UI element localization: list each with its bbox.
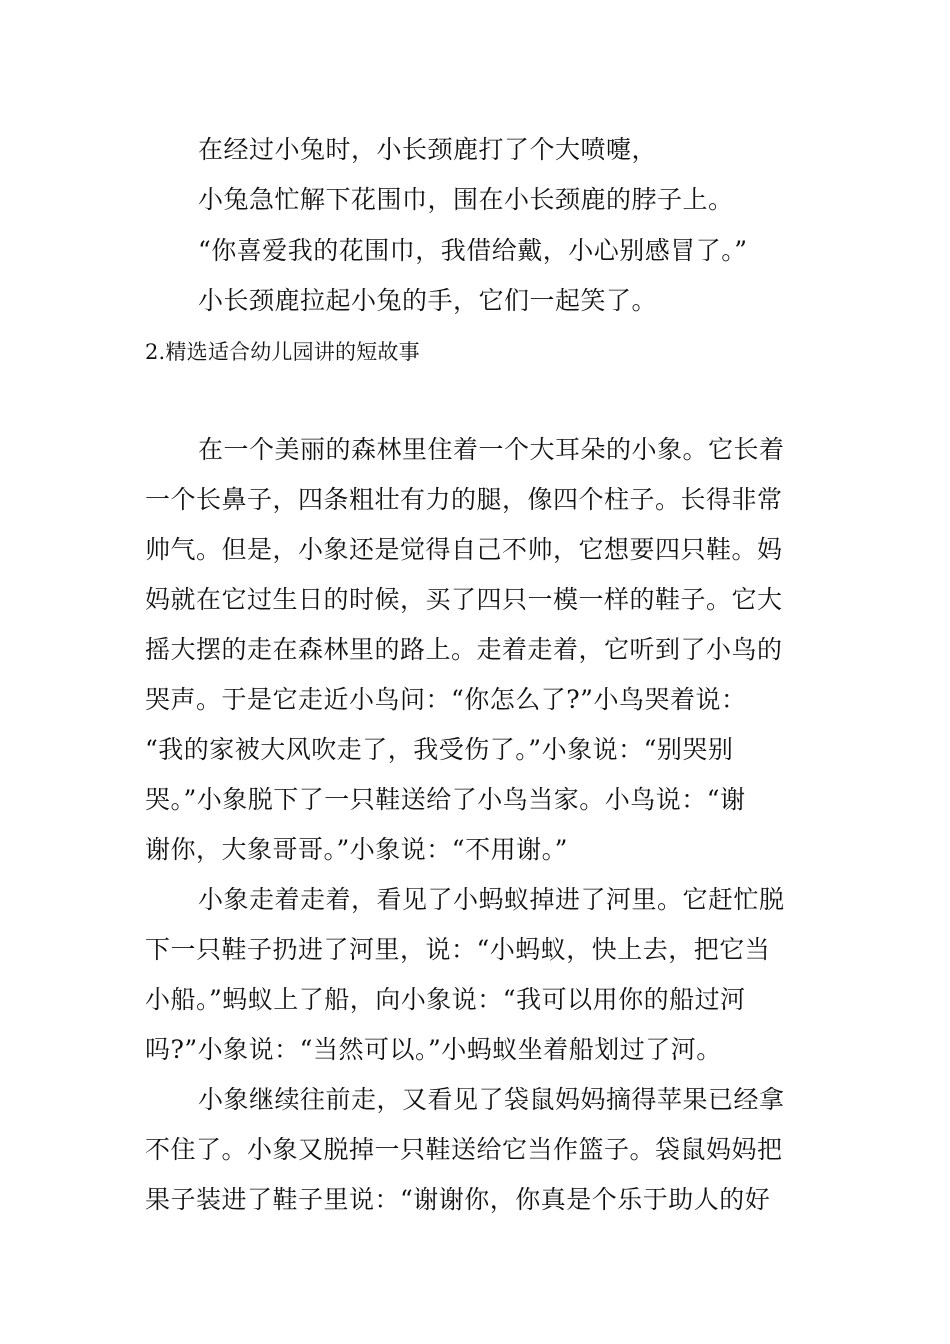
poem-line: 小兔急忙解下花围巾，围在小长颈鹿的脖子上。	[198, 185, 734, 214]
poem-line: 在经过小兔时，小长颈鹿打了个大喷嚏，	[198, 135, 658, 164]
section-heading: 2.精选适合幼儿园讲的短故事	[145, 340, 420, 364]
poem-line: 小长颈鹿拉起小兔的手，它们一起笑了。	[198, 286, 658, 315]
story-line: 小象走着走着，看见了小蚂蚁掉进了河里。它赶忙脱	[198, 885, 785, 914]
story-line: 吗?”小象说：“当然可以。”小蚂蚁坐着船划过了河。	[145, 1035, 722, 1064]
story-line: 谢你，大象哥哥。”小象说：“不用谢。”	[145, 835, 568, 864]
story-line: 妈就在它过生日的时候，买了四只一模一样的鞋子。它大	[145, 585, 783, 614]
story-line: 小象继续往前走，又看见了袋鼠妈妈摘得苹果已经拿	[198, 1085, 785, 1114]
story-line: 摇大摆的走在森林里的路上。走着走着，它听到了小鸟的	[145, 635, 783, 664]
story-line: 哭。”小象脱下了一只鞋送给了小鸟当家。小鸟说：“谢	[145, 785, 746, 814]
story-line: 小船。”蚂蚁上了船，向小象说：“我可以用你的船过河	[145, 985, 746, 1014]
story-line: 帅气。但是，小象还是觉得自己不帅，它想要四只鞋。妈	[145, 535, 783, 564]
story-line: 在一个美丽的森林里住着一个大耳朵的小象。它长着	[198, 435, 785, 464]
story-line: 不住了。小象又脱掉一只鞋送给它当作篮子。袋鼠妈妈把	[145, 1135, 783, 1164]
story-line: 果子装进了鞋子里说：“谢谢你，你真是个乐于助人的好	[145, 1185, 771, 1214]
story-line: 一个长鼻子，四条粗壮有力的腿，像四个柱子。长得非常	[145, 485, 783, 514]
poem-line: “你喜爱我的花围巾，我借给戴，小心别感冒了。”	[198, 236, 748, 265]
story-line: 下一只鞋子扔进了河里，说：“小蚂蚁，快上去，把它当	[145, 935, 771, 964]
story-line: “我的家被大风吹走了，我受伤了。”小象说：“别哭别	[145, 735, 734, 764]
story-line: 哭声。于是它走近小鸟问：“你怎么了?”小鸟哭着说：	[145, 685, 747, 714]
